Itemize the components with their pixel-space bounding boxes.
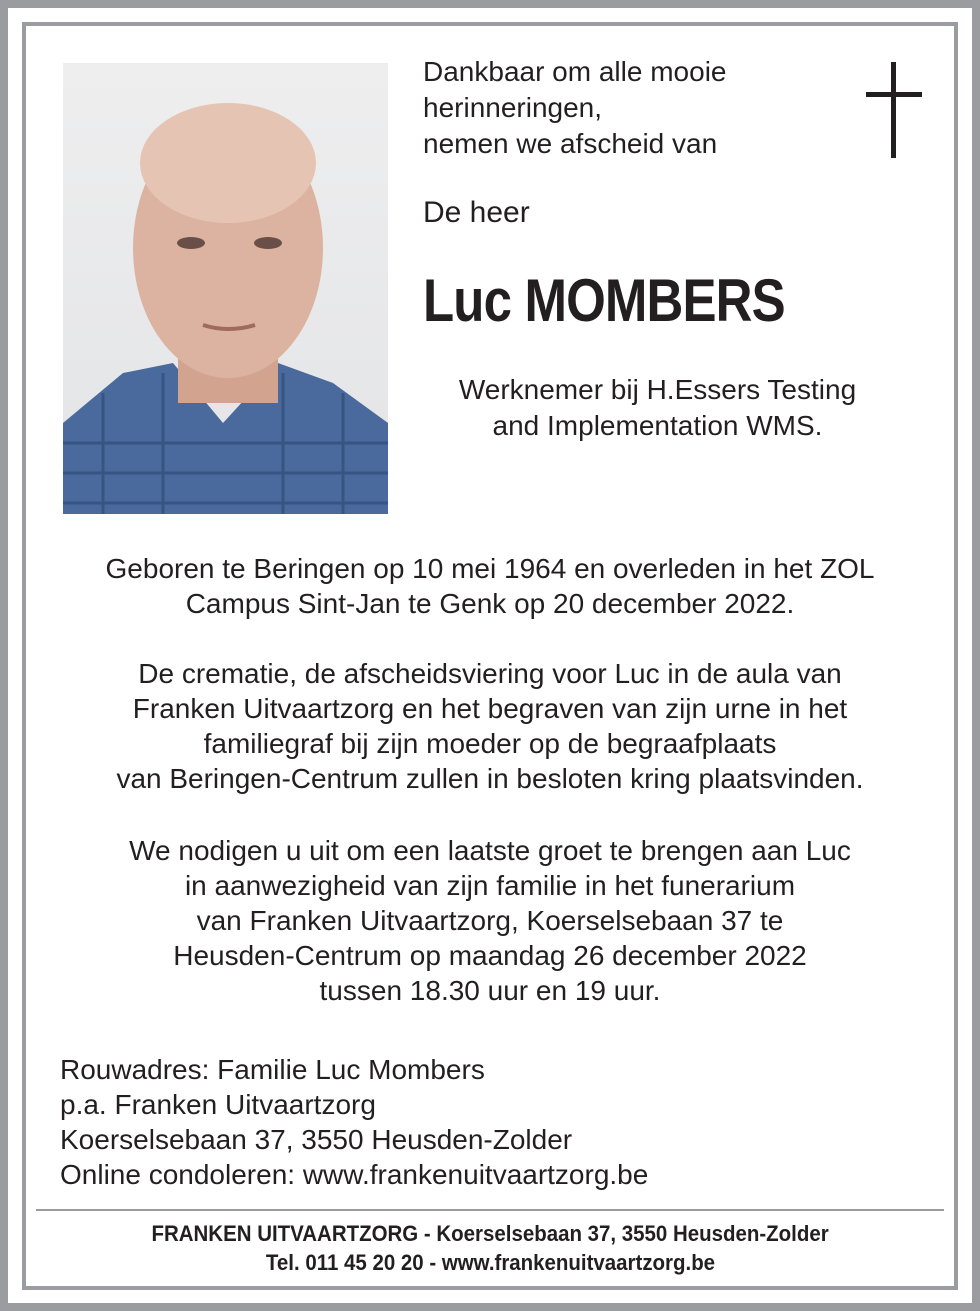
text-line: Franken Uitvaartzorg en het begraven van zijn urne in het <box>132 693 848 724</box>
honorific: De heer <box>423 196 530 229</box>
text-line: We nodigen u uit om een laatste groet te brengen aan Luc <box>129 835 851 866</box>
text-line: De crematie, de afscheidsviering voor Luc in de aula van <box>138 658 842 689</box>
address-line: Rouwadres: Familie Luc Mombers <box>60 1054 485 1085</box>
intro-line: nemen we afscheid van <box>423 128 718 159</box>
footer-line: Tel. 011 45 20 20 - www.frankenuitvaartzorg.be <box>265 1250 715 1275</box>
footer <box>36 1219 944 1277</box>
text-line: Geboren te Beringen op 10 mei 1964 en overleden in het ZOL <box>105 553 875 584</box>
text-line: tussen 18.30 uur en 19 uur. <box>319 975 661 1006</box>
divider <box>36 1209 944 1211</box>
text-line: familiegraf bij zijn moeder op de begraafplaats <box>203 728 777 759</box>
intro-line: Dankbaar om alle mooie <box>423 56 727 87</box>
address-line: p.a. Franken Uitvaartzorg <box>60 1089 376 1120</box>
address-line: Koerselsebaan 37, 3550 Heusden-Zolder <box>60 1124 573 1155</box>
invitation-paragraph <box>40 833 940 1008</box>
text-line: van Franken Uitvaartzorg, Koerselsebaan 37 te <box>196 905 784 936</box>
condolence-link[interactable]: Online condoleren: www.frankenuitvaartzorg.be <box>60 1159 649 1190</box>
job-text <box>420 372 895 444</box>
job-line: Werknemer bij H.Essers Testing <box>458 374 857 405</box>
text-line: Campus Sint-Jan te Genk op 20 december 2022. <box>185 588 795 619</box>
deceased-name: Luc MOMBERS <box>423 267 785 334</box>
text-line: Heusden-Centrum op maandag 26 december 2022 <box>173 940 807 971</box>
intro-line: herinneringen, <box>423 92 603 123</box>
ceremony-paragraph <box>40 656 940 796</box>
cross-icon <box>866 62 922 158</box>
portrait-photo <box>63 63 388 514</box>
intro-text <box>423 54 727 162</box>
mourning-address <box>60 1052 648 1192</box>
text-line: in aanwezigheid van zijn familie in het funerarium <box>184 870 796 901</box>
job-line: and Implementation WMS. <box>492 410 823 441</box>
text-line: van Beringen-Centrum zullen in besloten kring plaatsvinden. <box>116 763 864 794</box>
birth-paragraph <box>40 551 940 621</box>
footer-line: FRANKEN UITVAARTZORG - Koerselsebaan 37, 3550 Heusden-Zolder <box>151 1221 829 1246</box>
